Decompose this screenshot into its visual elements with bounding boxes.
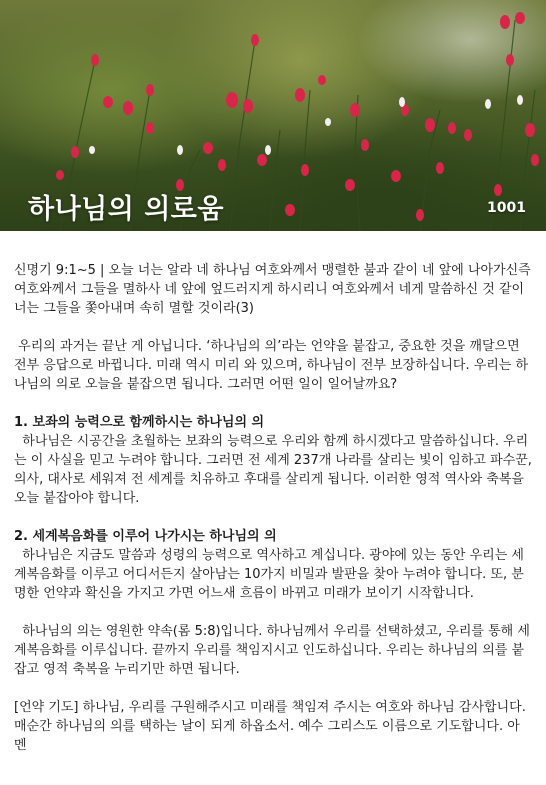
page-number: 1001 — [487, 200, 526, 216]
closing-paragraph: 하나님의 의는 영원한 약속(롬 5:8)입니다. 하나님께서 우리를 선택하셨고, 우리를 통해 세계복음화를 이루십니다. 끝까지 우리를 책임지시고 인도하십니다. 우리는 하나님의 의를 붙잡고 영적 축복을 누리기만 하면 됩니다. — [14, 624, 530, 677]
section-2-heading: 2. 세계복음화를 이루어 나가시는 하나님의 의 — [14, 529, 277, 544]
section-1-text: 하나님은 시공간을 초월하는 보좌의 능력으로 우리와 함께 하시겠다고 말씀하십니다. 우리는 이 사실을 믿고 누려야 합니다. 그러면 전 세계 237개 나라를 살리는 빛이 임하고 파수꾼, 의사, 대사로 세워져 전 세계를 치유하고 후대를 살리게 됩니다. 이러한 영적 역사와 축복을 오늘 붙잡아야 합니다. — [14, 434, 537, 506]
covenant-prayer: [언약 기도] 하나님, 우리를 구원해주시고 미래를 책임져 주시는 여호와 하나님 감사합니다. 매순간 하나님의 의를 택하는 날이 되게 하옵소서. 예수 그리스도 이름으로 기도합니다. 아멘 — [14, 700, 530, 753]
scripture-verse: 신명기 9:1~5 | 오늘 너는 알라 네 하나님 여호와께서 맹렬한 불과 같이 네 앞에 나아가신즉 여호와께서 그들을 멸하사 네 앞에 엎드러지게 하시리니 여호와께서 네게 말씀하신 것 같이 너는 그들을 쫓아내며 속히 멸할 것이라(3) — [14, 263, 535, 316]
intro-paragraph: 우리의 과거는 끝난 게 아닙니다. ‘하나님의 의’라는 언약을 붙잡고, 중요한 것을 깨달으면 전부 응답으로 바뀝니다. 미래 역시 미리 와 있으며, 하나님이 전부 보장하십니다. 우리는 하나님의 의로 오늘을 붙잡으면 됩니다. 그러면 어떤 일이 일어날까요? — [14, 339, 529, 392]
header-banner — [0, 0, 546, 231]
page-title: 하나님의 의로움 — [28, 194, 224, 225]
section-1 — [14, 413, 537, 508]
section-2-text: 하나님은 지금도 말씀과 성령의 능력으로 역사하고 계십니다. 광야에 있는 동안 우리는 세계복음화를 이루고 어디서든지 살아남는 10가지 비밀과 발판을 찾아 누려야 합니다. 또, 분명한 언약과 확신을 가지고 가면 어느새 흐름이 바뀌고 미래가 보이기 시작합니다. — [14, 548, 524, 601]
section-1-heading: 1. 보좌의 능력으로 함께하시는 하나님의 의 — [14, 415, 265, 430]
devotional-body — [0, 231, 546, 755]
section-2 — [14, 527, 532, 603]
